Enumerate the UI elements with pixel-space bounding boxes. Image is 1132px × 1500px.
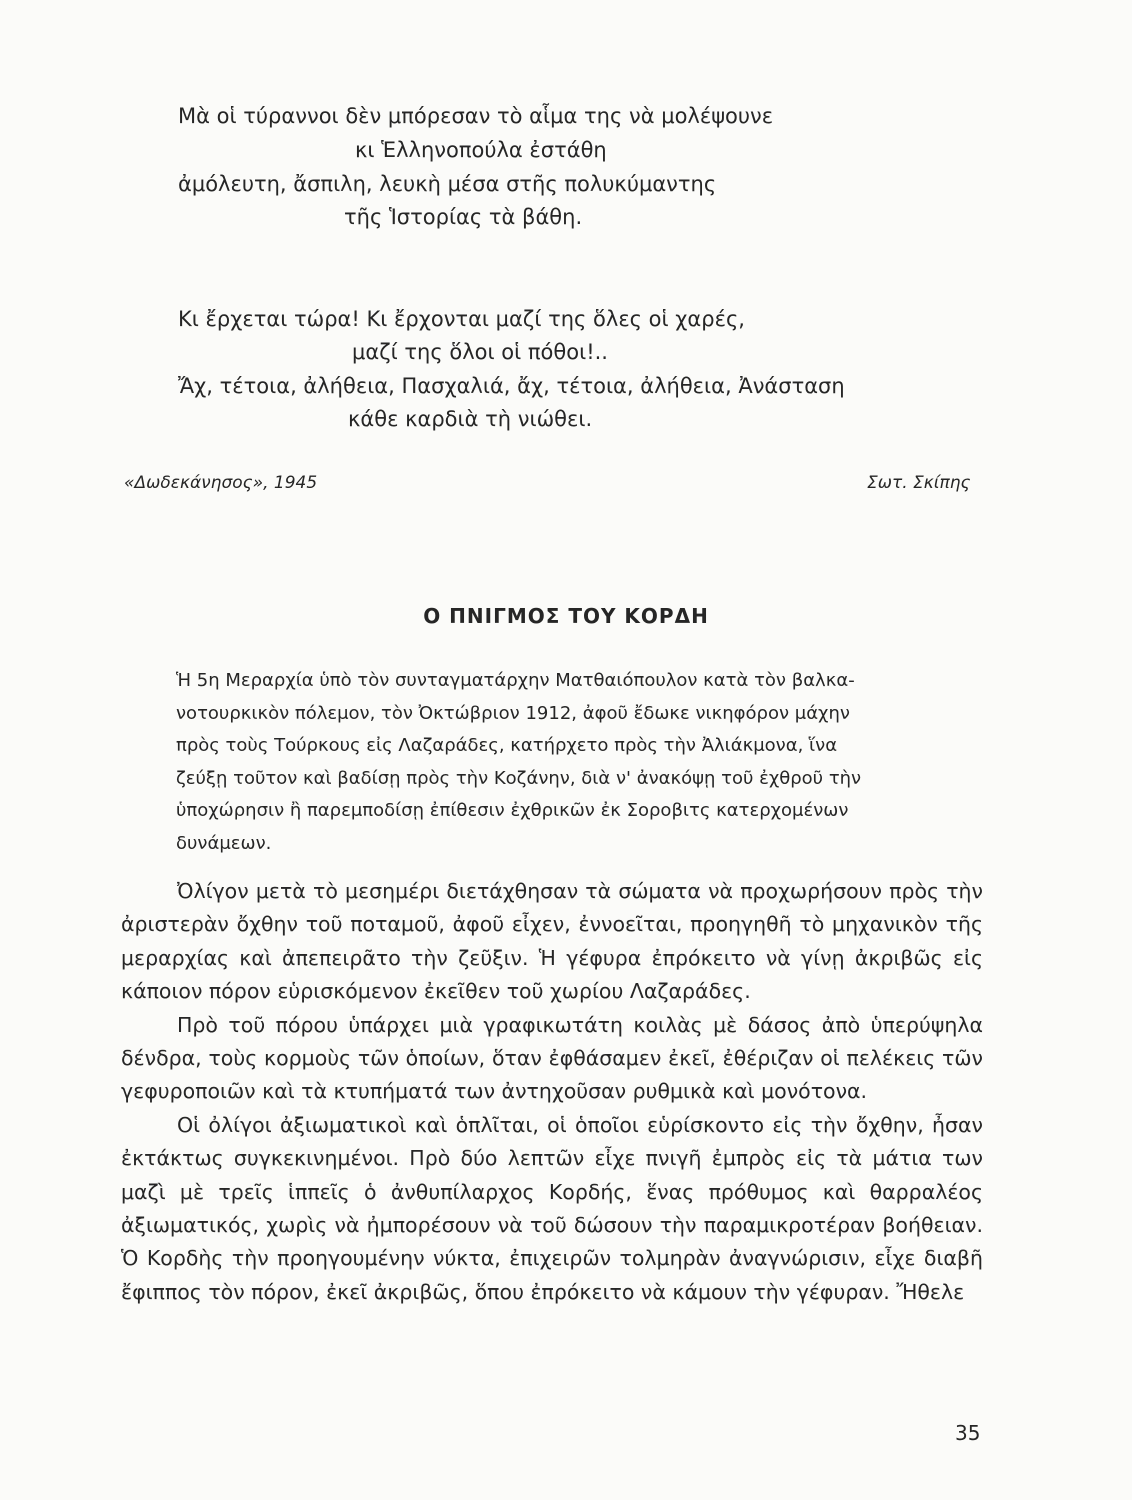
- poem-source: «Δωδεκάνησος», 1945: [124, 473, 318, 493]
- poem-author: Σωτ. Σκίπης: [867, 473, 971, 493]
- poem-line: τῆς Ἱστορίας τὰ βάθη.: [344, 205, 583, 229]
- poem-line: Κι ἔρχεται τώρα! Κι ἔρχονται μαζί της ὅλες οἱ χαρές,: [178, 307, 745, 331]
- intro-line: νοτουρκικὸν πόλεμον, τὸν Ὀκτώβριον 1912, ἀφοῦ ἔδωκε νικηφόρον μάχην: [176, 702, 850, 724]
- body-paragraph: Ὀλίγον μετὰ τὸ μεσημέρι διετάχθησαν τὰ σώματα νὰ προχωρήσουν πρὸς τὴν ἀριστερὰν ὄχθην τοῦ ποταμοῦ, ἀφοῦ εἶχεν, ἐννοεῖται, προηγηθῆ τὸ μηχανικὸν τῆς μεραρχίας καὶ ἀπεπειρᾶτο τὴν ζεῦξιν. Ἡ γέφυρα ἐπρόκειτο νὰ γίνῃ ἀκριβῶς εἰς κάποιον πόρον εὑρισκόμενον ἐκεῖθεν τοῦ χωρίου Λαζαράδες.: [121, 879, 983, 1004]
- intro-line: ὑποχώρησιν ἢ παρεμποδίσῃ ἐπίθεσιν ἐχθρικῶν ἐκ Σοροβιτς κατερχομένων: [176, 800, 849, 821]
- intro-line: δυνάμεων.: [176, 832, 272, 854]
- page-number: 35: [955, 1421, 981, 1445]
- poem-line: Μὰ οἱ τύραννοι δὲν μπόρεσαν τὸ αἷμα της νὰ μολέψουνε: [178, 104, 774, 128]
- poem-line: ἀμόλευτη, ἄσπιλη, λευκὴ μέσα στῆς πολυκύμαντης: [178, 172, 717, 196]
- body-paragraph: Οἱ ὀλίγοι ἀξιωματικοὶ καὶ ὁπλῖται, οἱ ὁποῖοι εὑρίσκοντο εἰς τὴν ὄχθην, ἦσαν ἐκτάκτως συγκεκινημένοι. Πρὸ δύο λεπτῶν εἶχε πνιγῆ ἐμπρὸς εἰς τὰ μάτια των μαζὶ μὲ τρεῖς ἱππεῖς ὁ ἀνθυπίλαρχος Κορδής, ἕνας πρόθυμος καὶ θαρραλέος ἀξιωματικός, χωρὶς νὰ ἠμπορέσουν νὰ τοῦ δώσουν τὴν παραμικροτέραν βοήθειαν. Ὁ Κορδὴς τὴν προηγουμένην νύκτα, ἐπιχειρῶν τολμηρὰν ἀναγνώρισιν, εἶχε διαβῆ ἔφιππος τὸν πόρον, ἐκεῖ ἀκριβῶς, ὅπου ἐπρόκειτο νὰ κάμουν τὴν γέφυραν. Ἤθελε: [121, 1112, 983, 1304]
- intro-line: Ἡ 5η Μεραρχία ὑπὸ τὸν συνταγματάρχην Ματθαιόπουλον κατὰ τὸν βαλκα-: [176, 670, 855, 691]
- poem-line: Ἄχ, τέτοια, ἀλήθεια, Πασχαλιά, ἄχ, τέτοια, ἀλήθεια, Ἀνάσταση: [178, 374, 845, 398]
- article-title: Ο ΠΝΙΓΜΟΣ ΤΟΥ ΚΟΡΔΗ: [423, 604, 709, 628]
- intro-line: ζεύξῃ τοῦτον καὶ βαδίσῃ πρὸς τὴν Κοζάνην, διὰ ν' ἀνακόψῃ τοῦ ἐχθροῦ τὴν: [176, 767, 862, 789]
- poem-line: κι Ἑλληνοπούλα ἐστάθη: [355, 138, 607, 162]
- poem-line: κάθε καρδιὰ τὴ νιώθει.: [348, 407, 593, 431]
- intro-line: πρὸς τοὺς Τούρκους εἰς Λαζαράδες, κατήρχετο πρὸς τὴν Ἀλιάκμονα, ἵνα: [176, 735, 838, 756]
- intro-paragraph: [121, 665, 983, 860]
- article-body: [121, 875, 983, 1309]
- body-paragraph: Πρὸ τοῦ πόρου ὑπάρχει μιὰ γραφικωτάτη κοιλὰς μὲ δάσος ἀπὸ ὑπερύψηλα δένδρα, τοὺς κορμοὺς τῶν ὁποίων, ὅταν ἐφθάσαμεν ἐκεῖ, ἐθέριζαν οἱ πελέκεις τῶν γεφυροποιῶν καὶ τὰ κτυπήματά των ἀντηχοῦσαν ρυθμικὰ καὶ μονότονα.: [121, 1012, 983, 1104]
- poem-line: μαζί της ὅλοι οἱ πόθοι!..: [352, 340, 608, 364]
